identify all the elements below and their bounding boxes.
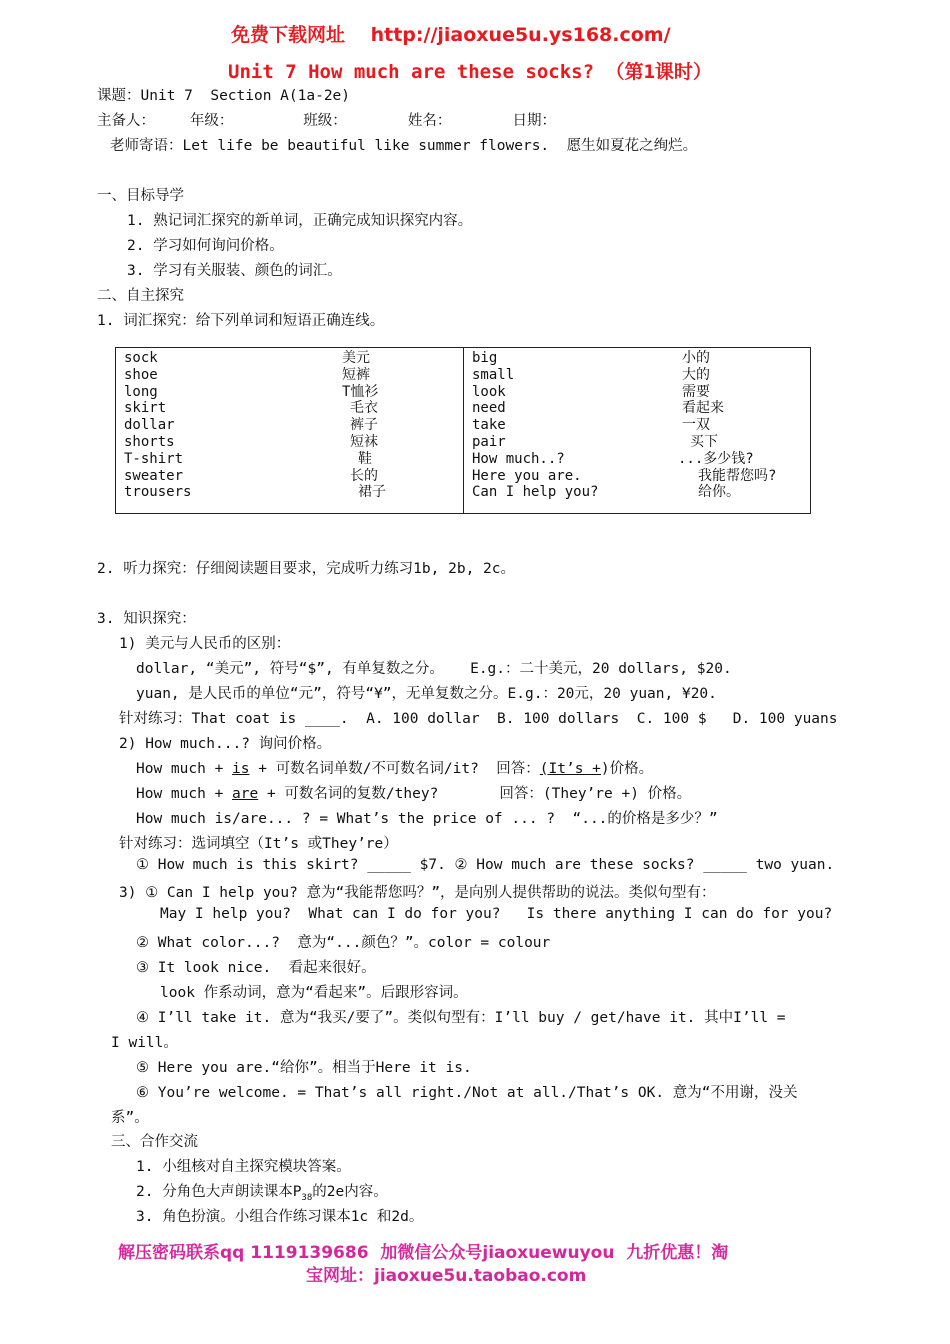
vocab-word: T-shirt (124, 450, 184, 467)
vocab-word: shorts (124, 433, 175, 450)
practice-question: ① How much is this skirt? _____ $7. ② How much are these socks? _____ two yuan. (136, 857, 835, 873)
knowledge-line: 2) How much...? 询问价格。 (119, 736, 332, 752)
vocab-meaning: 小的 (682, 350, 710, 366)
vocab-meaning: 裤子 (350, 417, 378, 434)
underlined-are: are (232, 786, 259, 802)
vocab-word: How much..? (472, 450, 565, 467)
info-fields: 主备人： 年级： 班级： 姓名： 日期： (97, 113, 556, 129)
knowledge-line (136, 757, 653, 778)
vocab-word: skirt (124, 400, 167, 417)
cooperation-item (136, 1180, 388, 1203)
knowledge-line: 3) ① Can I help you? 意为“我能帮您吗？”，是向别人提供帮助的说法。类似句型有： (119, 885, 716, 901)
right-meanings-column (678, 350, 776, 501)
vocab-meaning: 我能帮您吗? (698, 467, 777, 484)
vocab-word: sock (124, 350, 158, 366)
download-banner[interactable]: 免费下载网址 http://jiaoxue5u.ys168.com/ (231, 24, 671, 46)
section-self-study-heading: 二、自主探究 (97, 288, 184, 304)
footer-contact: 解压密码联系qq 1119139686 加微信公众号jiaoxuewuyou 九折优惠！淘 (118, 1243, 729, 1263)
underlined-answer: (It’s + (539, 761, 601, 777)
vocab-meaning: 看起来 (682, 400, 724, 417)
knowledge-line: ⑥ You’re welcome. = That’s all right./Not at all./That’s OK. 意为“不用谢，没关 (136, 1085, 798, 1101)
practice-question: 针对练习：That coat is ____. A. 100 dollar B. 100 dollars C. 100 $ D. 100 yuans (119, 711, 838, 727)
cooperation-item: 3. 角色扮演。小组合作练习课本1c 和2d。 (136, 1209, 424, 1225)
knowledge-line (136, 782, 691, 803)
vocab-word: look (472, 383, 506, 400)
left-meanings-column (340, 350, 386, 501)
vocab-word: pair (472, 433, 506, 450)
knowledge-line: I will。 (111, 1035, 178, 1051)
vocab-title: 1. 词汇探究：给下列单词和短语正确连线。 (97, 313, 385, 329)
text-span: + 可数名词的复数/they? 回答：(They’re +) 价格。 (258, 786, 692, 802)
knowledge-line: How much is/are... ? = What’s the price of ... ? “...的价格是多少？” (136, 811, 718, 827)
vocab-word: trousers (124, 484, 192, 501)
vocab-word: shoe (124, 366, 158, 383)
listening-task: 2. 听力探究：仔细阅读题目要求，完成听力练习1b, 2b, 2c。 (97, 561, 515, 577)
cooperation-item: 1. 小组核对自主探究模块答案。 (136, 1159, 351, 1175)
knowledge-line: ③ It look nice. 看起来很好。 (136, 960, 376, 976)
vocab-meaning: 短袜 (350, 433, 378, 450)
teacher-motto: 老师寄语：Let life be beautiful like summer flowers. 愿生如夏花之绚烂。 (110, 138, 698, 154)
vocab-meaning: 鞋 (358, 450, 372, 467)
underlined-is: is (232, 761, 250, 777)
knowledge-line: yuan, 是人民币的单位“元”，符号“¥”，无单复数之分。E.g.：20元，20 yuan, ¥20. (136, 686, 717, 702)
vocab-meaning: ...多少钱? (678, 450, 754, 467)
vocab-meaning: 一双 (682, 417, 710, 434)
vocab-meaning: 长的 (350, 467, 378, 484)
text-span: How much + (136, 786, 233, 802)
goal-item: 3. 学习有关服装、颜色的词汇。 (127, 263, 342, 279)
table-divider (463, 348, 464, 513)
section-cooperation-heading: 三、合作交流 (111, 1134, 198, 1150)
page-subscript: 38 (301, 1192, 313, 1203)
text-span: 的2e内容。 (312, 1184, 388, 1200)
knowledge-title: 3. 知识探究： (97, 611, 196, 627)
left-words-column (124, 350, 191, 501)
knowledge-line: 系”。 (111, 1110, 149, 1126)
text-span: 2. 分角色大声朗读课本P (136, 1184, 302, 1200)
knowledge-line: ⑤ Here you are.“给你”。相当于Here it is. (136, 1060, 472, 1076)
vocab-word: take (472, 417, 506, 434)
section-goals-heading: 一、目标导学 (97, 188, 184, 204)
vocab-word: dollar (124, 417, 175, 434)
vocab-meaning: 需要 (682, 383, 710, 400)
knowledge-line: 1) 美元与人民币的区别： (119, 636, 291, 652)
vocab-meaning: T恤衫 (342, 383, 379, 400)
footer-shop-link[interactable]: 宝网址：jiaoxue5u.taobao.com (306, 1266, 587, 1286)
goal-item: 1. 熟记词汇探究的新单词，正确完成知识探究内容。 (127, 213, 473, 229)
vocab-meaning: 买下 (690, 433, 718, 450)
vocab-meaning: 大的 (682, 366, 710, 383)
vocab-word: sweater (124, 467, 184, 484)
vocab-word: big (472, 350, 498, 366)
vocab-meaning: 美元 (342, 350, 370, 366)
vocab-meaning: 给你。 (698, 484, 740, 501)
knowledge-line: ④ I’ll take it. 意为“我买/要了”。类似句型有：I’ll buy / get/have it. 其中I’ll = (136, 1010, 786, 1026)
vocab-meaning: 裙子 (358, 484, 386, 501)
text-span: )价格。 (600, 761, 654, 777)
text-span: How much + (136, 761, 233, 777)
knowledge-line: May I help you? What can I do for you? Is there anything I can do for you? (160, 906, 833, 922)
vocab-matching-table (115, 347, 811, 514)
page-title: Unit 7 How much are these socks? （第1课时） (228, 61, 712, 83)
goal-item: 2. 学习如何询问价格。 (127, 238, 284, 254)
knowledge-line: dollar, “美元”, 符号“$”, 有单复数之分。 E.g.：二十美元，20 dollars, $20. (136, 661, 732, 677)
vocab-meaning: 短裤 (342, 366, 370, 383)
practice-question: 针对练习：选词填空（It’s 或They’re） (119, 836, 398, 852)
right-words-column (472, 350, 598, 501)
vocab-word: long (124, 383, 158, 400)
vocab-meaning: 毛衣 (350, 400, 378, 417)
vocab-word: need (472, 400, 506, 417)
vocab-word: small (472, 366, 515, 383)
knowledge-line: ② What color...? 意为“...颜色？”。color = colour (136, 935, 551, 951)
vocab-word: Here you are. (472, 467, 582, 484)
text-span: + 可数名词单数/不可数名词/it? 回答： (249, 761, 540, 777)
knowledge-line: look 作系动词，意为“看起来”。后跟形容词。 (160, 985, 468, 1001)
lesson-topic: 课题：Unit 7 Section A(1a-2e) (97, 88, 351, 104)
vocab-word: Can I help you? (472, 484, 599, 501)
